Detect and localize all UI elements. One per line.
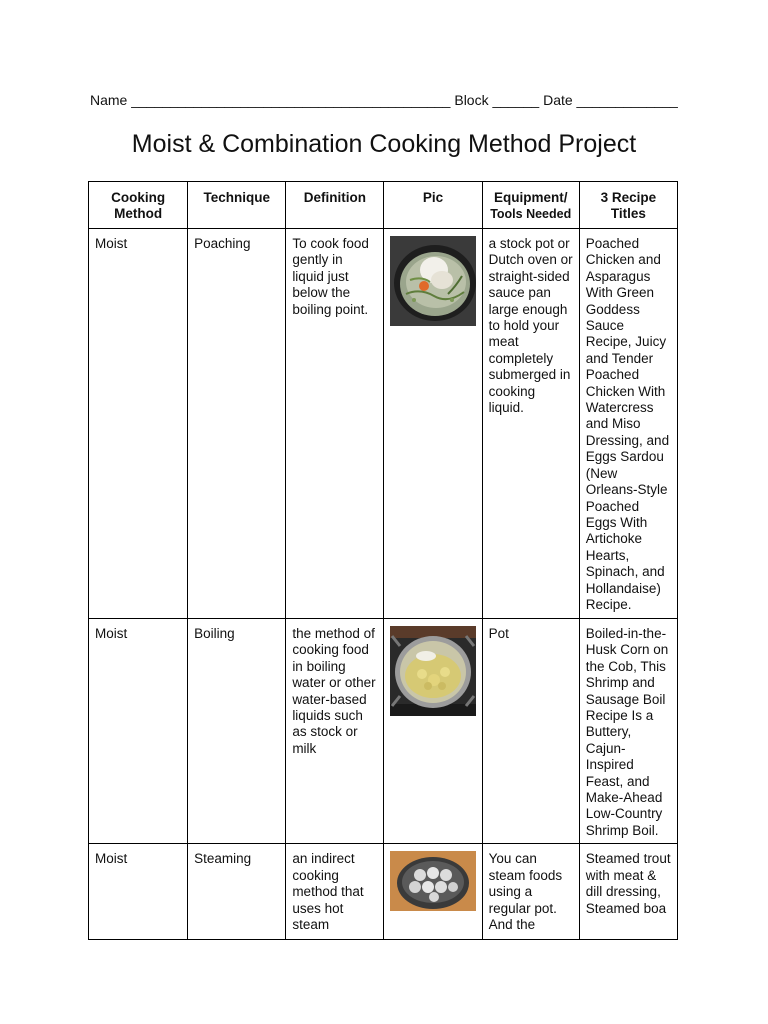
header-equipment-line1: Equipment/: [493, 190, 568, 205]
table-header-row: [89, 182, 678, 229]
cell-technique: Steaming: [188, 844, 286, 940]
header-equipment-line2: Tools Needed: [490, 207, 572, 221]
cell-pic: [384, 619, 482, 844]
cell-definition: an indirect cooking method that uses hot steam: [286, 844, 384, 940]
page-title: Moist & Combination Cooking Method Project: [131, 130, 637, 158]
name-block-date-line: Name _________________________________________ Block ______ Date _____________: [90, 92, 678, 108]
cell-recipes: Steamed trout with meat & dill dressing, Steamed boa: [579, 844, 677, 940]
boiling-pot-photo: [390, 626, 476, 716]
cell-method: Moist: [89, 619, 188, 844]
cell-recipes: Poached Chicken and Asparagus With Green Goddess Sauce Recipe, Juicy and Tender Poached Chicken With Watercress and Miso Dressing, and Eggs Sardou (New Orleans-Style Poached Eggs With Artichoke Hearts, Spinach, and Hollandaise) Recipe.: [579, 229, 677, 619]
header-pic: Pic: [384, 182, 482, 229]
cell-equipment: a stock pot or Dutch oven or straight-sided sauce pan large enough to hold your meat completely submerged in cooking liquid.: [482, 229, 579, 619]
cell-technique: Poaching: [188, 229, 286, 619]
header-cooking-method: Cooking Method: [89, 182, 188, 229]
cell-equipment: You can steam foods using a regular pot. And the: [482, 844, 579, 940]
table-row: [89, 229, 678, 619]
cell-pic: [384, 844, 482, 940]
cell-equipment: Pot: [482, 619, 579, 844]
header-definition: Definition: [286, 182, 384, 229]
steamer-dumplings-photo: [390, 851, 476, 911]
cell-pic: [384, 229, 482, 619]
poached-chicken-photo: [390, 236, 476, 326]
cell-definition: the method of cooking food in boiling water or other water-based liquids such as stock or milk: [286, 619, 384, 844]
header-equipment: [482, 182, 579, 229]
cooking-methods-table: [88, 181, 678, 940]
cell-recipes: Boiled-in-the-Husk Corn on the Cob, This Shrimp and Sausage Boil Recipe Is a Buttery, Cajun-Inspired Feast, and Make-Ahead Low-Country Shrimp Boil.: [579, 619, 677, 844]
header-recipe-titles: 3 Recipe Titles: [579, 182, 677, 229]
table-row: [89, 619, 678, 844]
cell-definition: To cook food gently in liquid just below the boiling point.: [286, 229, 384, 619]
cell-method: Moist: [89, 844, 188, 940]
header-technique: Technique: [188, 182, 286, 229]
cell-method: Moist: [89, 229, 188, 619]
cell-technique: Boiling: [188, 619, 286, 844]
table-row: [89, 844, 678, 940]
